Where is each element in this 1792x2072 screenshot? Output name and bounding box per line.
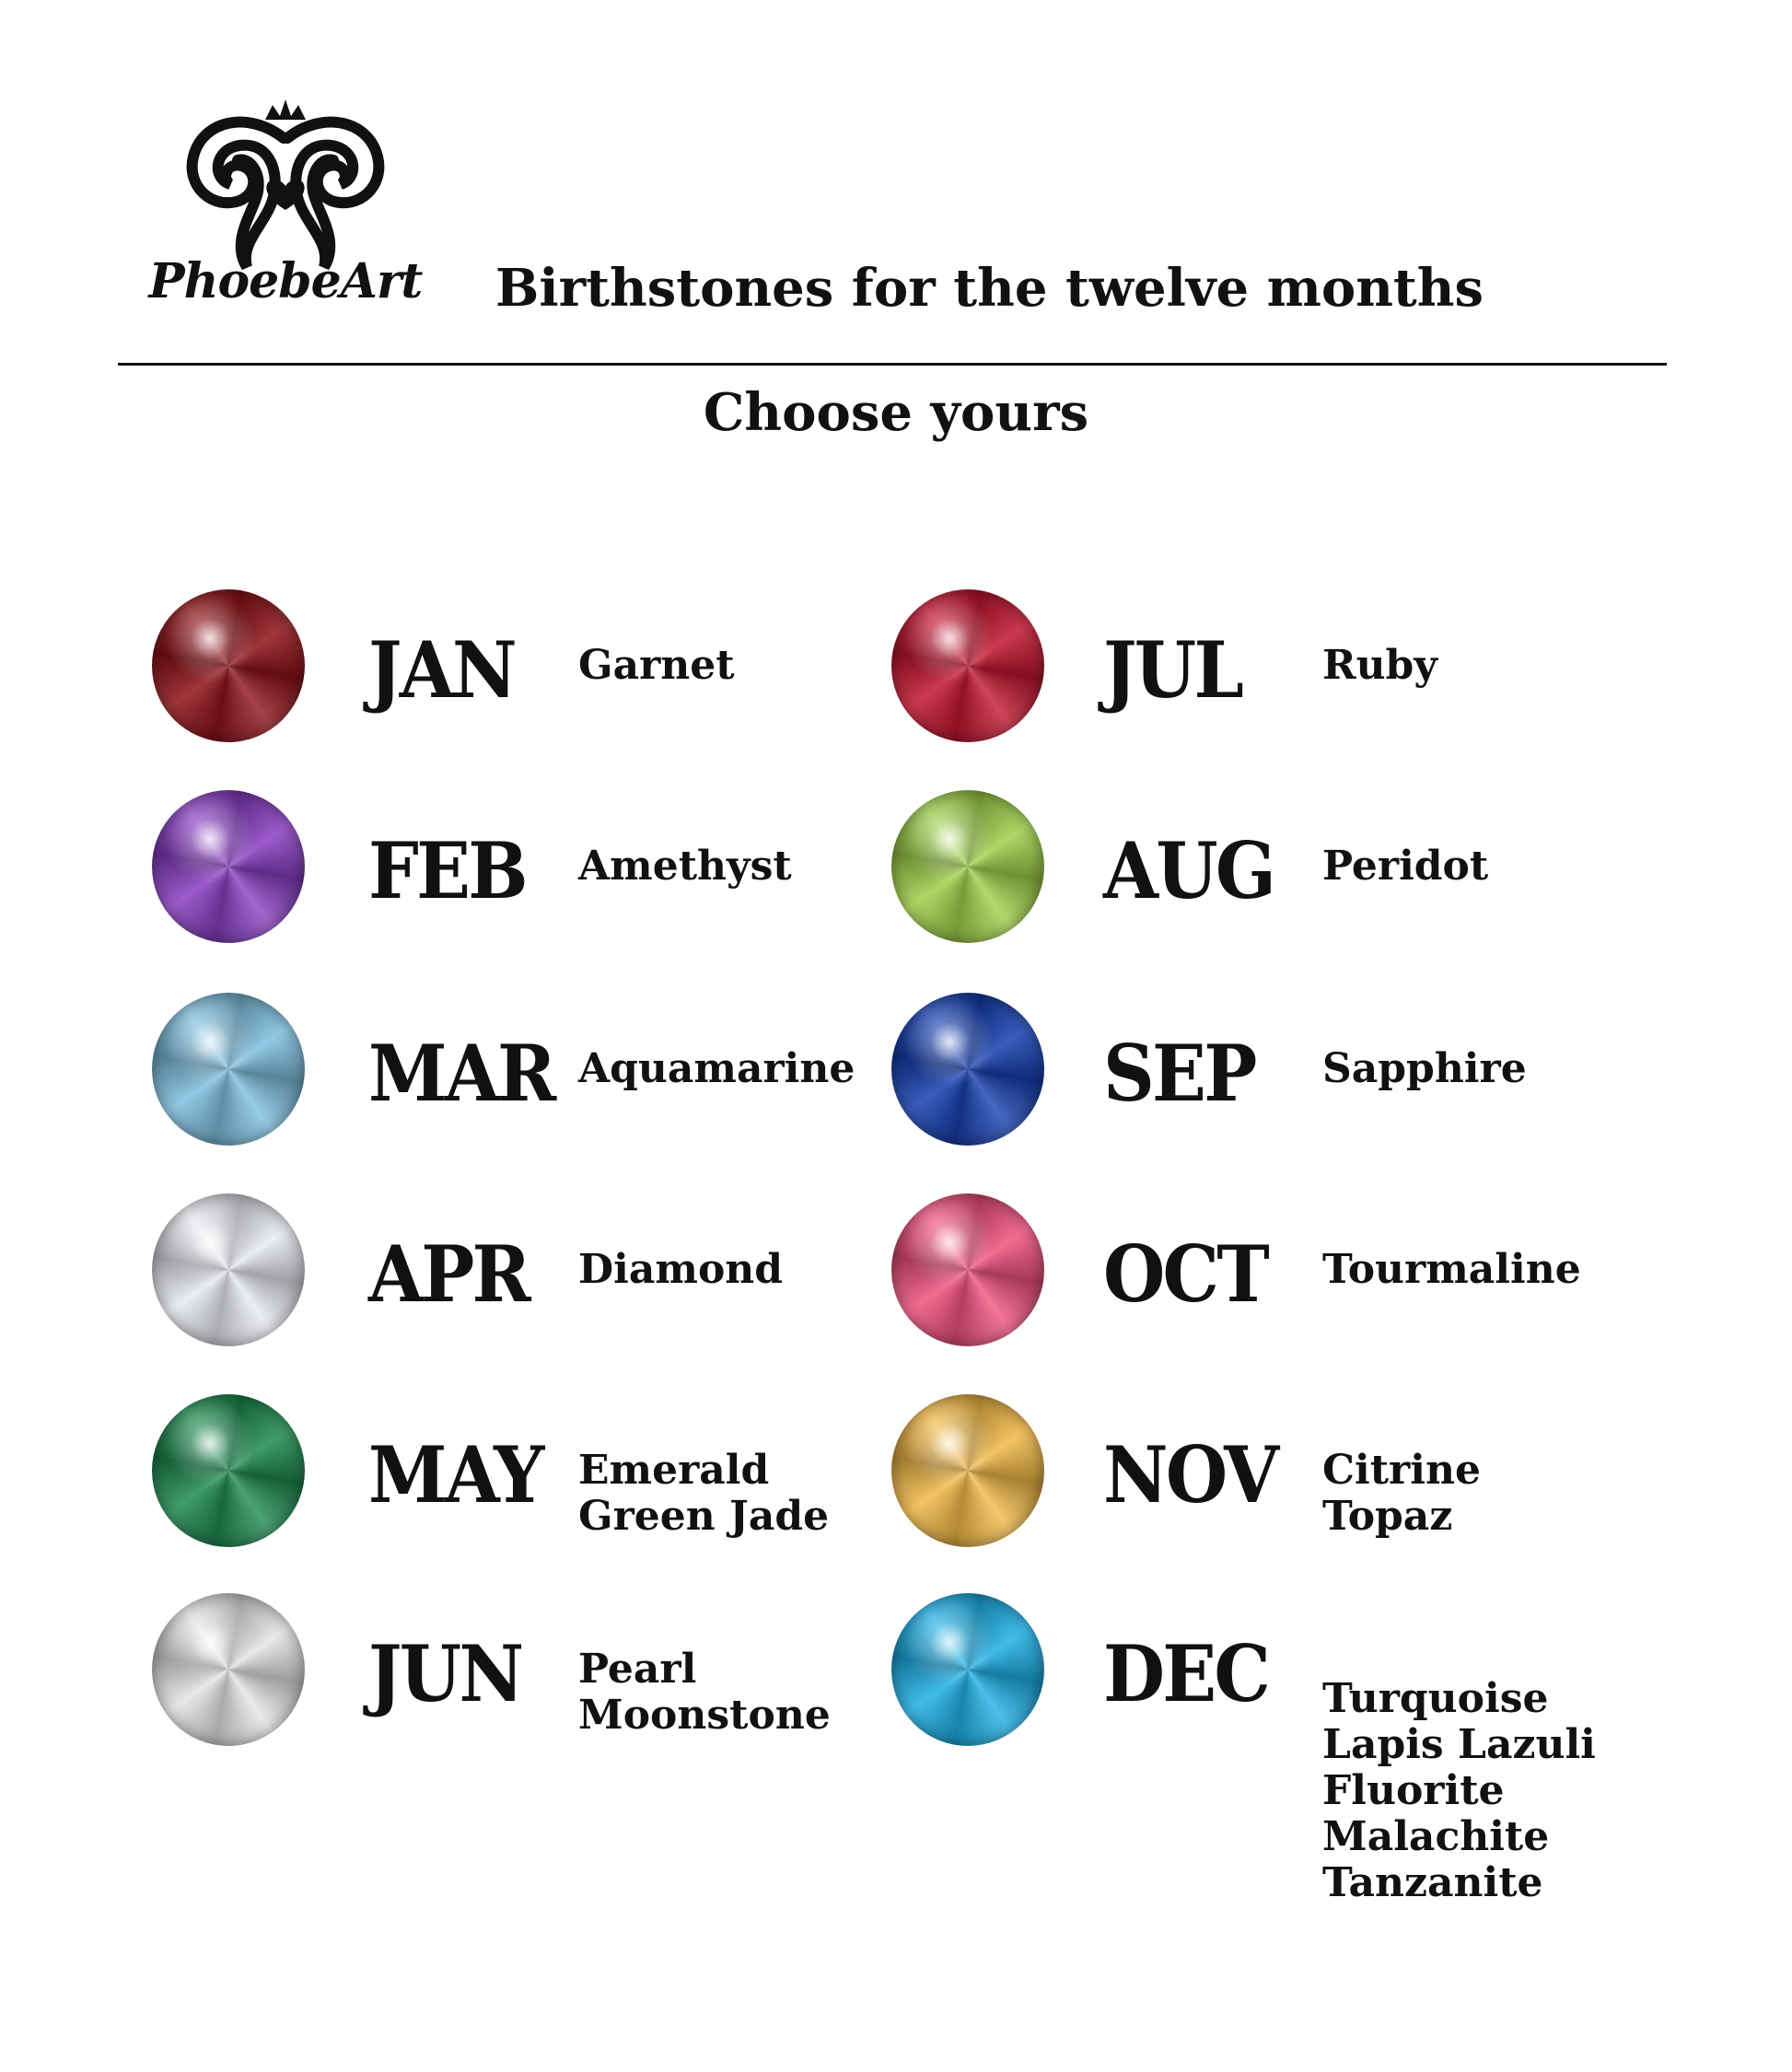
stone-name: Malachite: [1322, 1813, 1550, 1860]
stone-name: Lapis Lazuli: [1322, 1721, 1596, 1768]
stone-name: Moonstone: [578, 1692, 831, 1739]
stone-list: [578, 1647, 831, 1739]
month-label: JUL: [1103, 624, 1242, 716]
stone-name: Diamond: [578, 1246, 784, 1293]
stone-list: [1322, 844, 1488, 890]
month-label: DEC: [1103, 1628, 1269, 1719]
stone-name: Tanzanite: [1322, 1859, 1543, 1906]
stone-name: Sapphire: [1322, 1045, 1527, 1092]
gem-dec-icon: [891, 1593, 1044, 1746]
month-label: MAR: [368, 1028, 554, 1119]
stone-list: [1322, 1247, 1581, 1293]
stone-list: [578, 844, 792, 890]
gem-feb-icon: [152, 790, 305, 943]
gem-nov-icon: [891, 1394, 1044, 1547]
stone-name: Garnet: [578, 642, 735, 689]
gem-aug-icon: [891, 790, 1044, 943]
month-label: JUN: [368, 1628, 522, 1719]
stone-name: Fluorite: [1322, 1767, 1505, 1814]
stone-name: Turquoise: [1322, 1675, 1549, 1722]
gem-mar-icon: [152, 993, 305, 1146]
gem-jul-icon: [891, 589, 1044, 742]
month-label: OCT: [1103, 1228, 1268, 1320]
gem-oct-icon: [891, 1193, 1044, 1346]
stone-list: [1322, 643, 1437, 689]
month-label: FEB: [368, 825, 526, 916]
gem-apr-icon: [152, 1193, 305, 1346]
page-subtitle: Choose yours: [703, 382, 1089, 443]
month-label: SEP: [1103, 1028, 1255, 1119]
gem-jun-icon: [152, 1593, 305, 1746]
stone-list: [1322, 1046, 1527, 1092]
divider: [118, 363, 1667, 366]
stone-list: [578, 1247, 783, 1293]
month-label: APR: [368, 1228, 529, 1320]
month-label: AUG: [1103, 825, 1274, 916]
month-label: NOV: [1103, 1429, 1277, 1520]
stone-name: Green Jade: [578, 1493, 830, 1540]
brand-logo: [147, 83, 424, 332]
stone-name: Peridot: [1322, 843, 1489, 890]
gem-jan-icon: [152, 589, 305, 742]
stone-name: Topaz: [1322, 1493, 1453, 1540]
month-label: JAN: [368, 624, 515, 716]
stone-name: Pearl: [578, 1646, 697, 1693]
page-title: Birthstones for the twelve months: [495, 258, 1484, 319]
stone-list: [578, 1046, 855, 1092]
stone-name: Amethyst: [578, 843, 792, 890]
brand-name: PhoebeArt: [148, 253, 423, 309]
stone-list: [578, 643, 735, 689]
stone-name: Ruby: [1322, 642, 1437, 689]
gem-may-icon: [152, 1394, 305, 1547]
stone-list: [1322, 1676, 1596, 1906]
stone-name: Citrine: [1322, 1447, 1481, 1494]
stone-list: [1322, 1448, 1481, 1540]
stone-name: Tourmaline: [1322, 1246, 1581, 1293]
month-label: MAY: [368, 1429, 542, 1520]
stone-name: Emerald: [578, 1447, 770, 1494]
stone-name: Aquamarine: [578, 1045, 855, 1092]
stone-list: [578, 1448, 829, 1540]
gem-sep-icon: [891, 993, 1044, 1146]
